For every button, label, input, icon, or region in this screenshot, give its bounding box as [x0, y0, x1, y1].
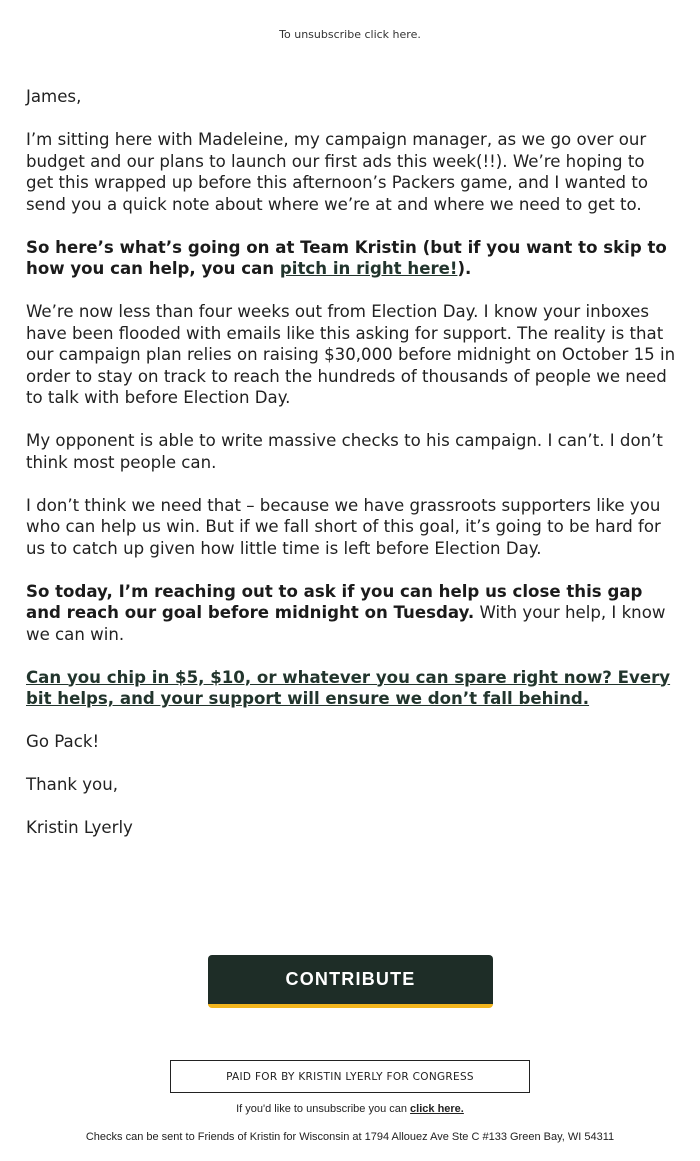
footer-unsubscribe: [0, 1103, 700, 1115]
greeting: James,: [26, 87, 82, 106]
paid-for-disclaimer: [170, 1060, 530, 1093]
paragraph-opponent: My opponent is able to write massive checks to his campaign. I can’t. I don’t think most people can.: [26, 431, 663, 472]
ask-rest-text: With your help, I know we can win.: [26, 603, 666, 644]
closing-thank-you: Thank you,: [26, 775, 118, 794]
paragraph-grassroots: I don’t think we need that – because we have grassroots supporters like you who can help us win. But if we fall short of this goal, it’s going to be hard for us to catch up given how little time is left before Election Day.: [26, 495, 661, 558]
paragraph-cta: [26, 667, 676, 710]
chip-in-link[interactable]: Can you chip in $5, $10, or whatever you can spare right now? Every bit helps, and your support will ensure we don’t fall behind.: [26, 667, 671, 708]
footer-unsubscribe-text: If you'd like to unsubscribe you can: [236, 1103, 411, 1115]
top-unsubscribe-bar: [0, 28, 700, 41]
paragraph-team-update: [26, 237, 676, 280]
team-update-suffix: ).: [457, 259, 472, 278]
paragraph-ask: [26, 581, 676, 646]
email-body: [26, 86, 676, 860]
footer-unsubscribe-link[interactable]: click here.: [410, 1103, 464, 1115]
paragraph-intro: I’m sitting here with Madeleine, my campaign manager, as we go over our budget and our plans to launch our first ads this week(!!). We’re hoping to get this wrapped up before this afternoon’s Packers game, and I wanted to send you a quick note about where we’re at and where we need to get to.: [26, 130, 649, 214]
pitch-in-link[interactable]: pitch in right here!: [279, 259, 458, 278]
top-unsubscribe-text: To unsubscribe: [279, 28, 365, 41]
contribute-button[interactable]: [208, 955, 493, 1008]
footer-address: Checks can be sent to Friends of Kristin for Wisconsin at 1794 Allouez Ave Ste C #133 Green Bay, WI 54311: [85, 1131, 615, 1143]
paragraph-election: We’re now less than four weeks out from Election Day. I know your inboxes have been flooded with emails like this asking for support. The reality is that our campaign plan relies on raising $30,000 before midnight on October 15 in order to stay on track to reach the hundreds of thousands of people we need to talk with before Election Day.: [26, 302, 676, 407]
ask-bold-text: So today, I’m reaching out to ask if you can help us close this gap and reach our goal before midnight on Tuesday.: [26, 581, 643, 622]
team-update-text: So here’s what’s going on at Team Kristin (but if you want to skip to how you can help, you can: [26, 237, 667, 278]
paid-for-text: PAID FOR BY KRISTIN LYERLY FOR CONGRESS: [226, 1070, 474, 1083]
signature: Kristin Lyerly: [26, 818, 133, 837]
closing-go-pack: Go Pack!: [26, 732, 100, 751]
contribute-button-label: CONTRIBUTE: [285, 969, 416, 989]
top-unsubscribe-link[interactable]: click here.: [364, 28, 421, 41]
